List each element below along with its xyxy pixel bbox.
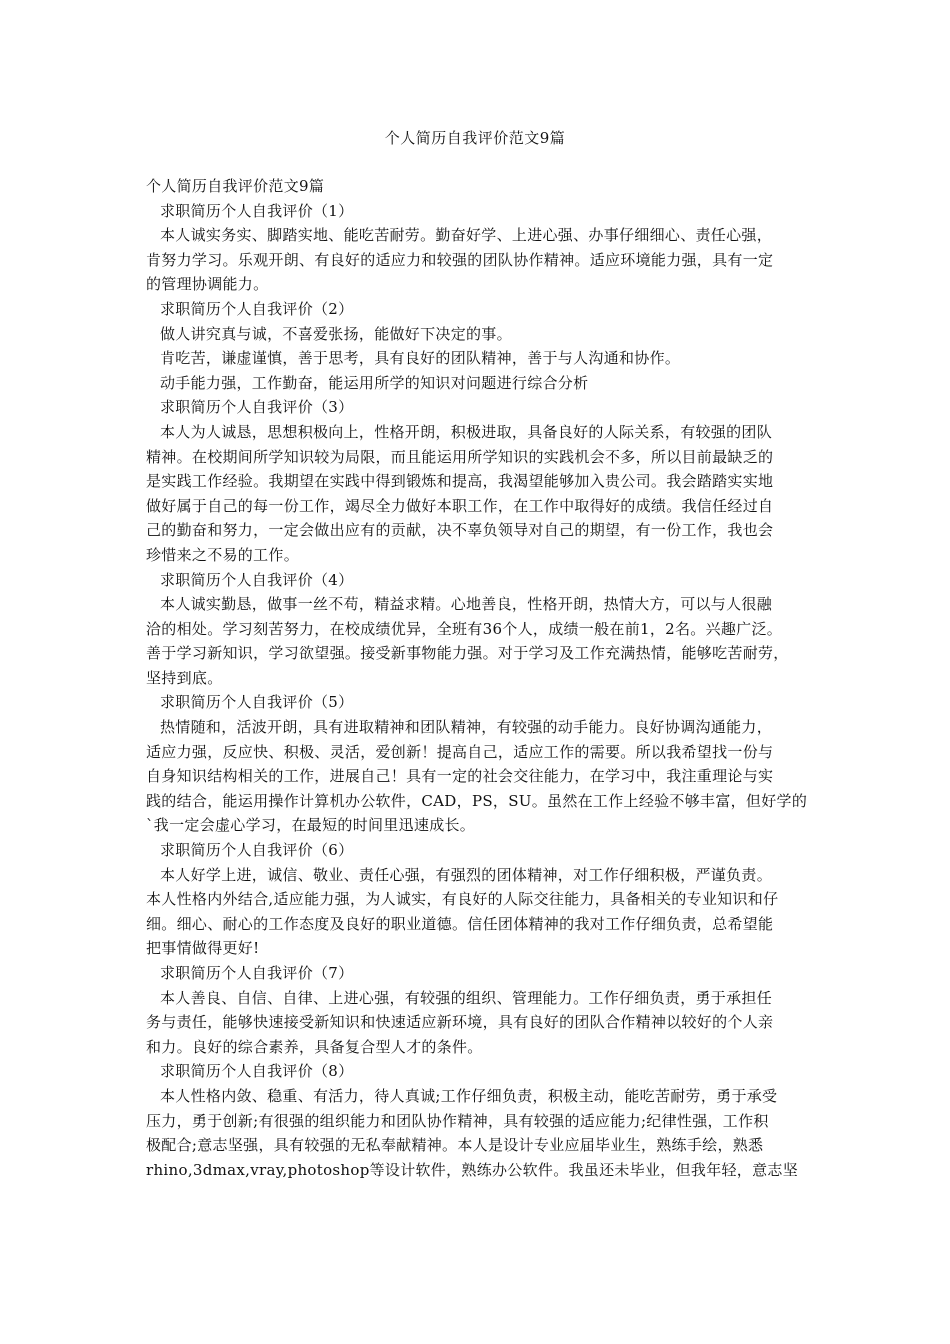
body-line: 极配合;意志坚强，具有较强的无私奉献精神。本人是设计专业应届毕业生，熟练手绘，熟悉: [146, 1136, 764, 1155]
body-line: 本人善良、自信、自律、上进心强，有较强的组织、管理能力。工作仔细负责，勇于承担任: [160, 988, 773, 1007]
body-line: 本人性格内外结合,适应能力强，为人诚实，有良好的人际交往能力，具备相关的专业知识和仔: [146, 890, 779, 909]
body-line: 求职简历个人自我评价（3）: [160, 398, 354, 417]
body-line: 的管理协调能力。: [146, 275, 269, 294]
body-line: 本人诚实务实、脚踏实地、能吃苦耐劳。勤奋好学、上进心强、办事仔细细心、责任心强，: [160, 226, 773, 245]
body-line: 善于学习新知识，学习欲望强。接受新事物能力强。对于学习及工作充满热情，能够吃苦耐劳，: [146, 644, 789, 663]
body-line: 本人性格内敛、稳重、有活力，待人真诚;工作仔细负责，积极主动，能吃苦耐劳，勇于承受: [160, 1086, 778, 1105]
body-line: 做人讲究真与诚，不喜爱张扬，能做好下决定的事。: [160, 324, 512, 343]
body-line: 自身知识结构相关的工作，进展自己！具有一定的社会交往能力，在学习中，我注重理论与实: [146, 767, 774, 786]
body-line: 洽的相处。学习刻苦努力，在校成绩优异，全班有36个人，成绩一般在前1，2名。兴趣广泛。: [146, 619, 783, 638]
body-line: 肯努力学习。乐观开朗、有良好的适应力和较强的团队协作精神。适应环境能力强，具有一定: [146, 250, 774, 269]
body-line: 求职简历个人自我评价（4）: [160, 570, 354, 589]
document-body: [146, 174, 808, 1182]
body-line: 肯吃苦，谦虚谨慎，善于思考，具有良好的团队精神，善于与人沟通和协作。: [160, 349, 681, 368]
body-line: 践的结合，能运用操作计算机办公软件，CAD，PS，SU。虽然在工作上经验不够丰富，但好学的: [146, 791, 808, 810]
body-line: 精神。在校期间所学知识较为局限，而且能运用所学知识的实践机会不多，所以目前最缺乏的: [146, 447, 774, 466]
body-line: 求职简历个人自我评价（2）: [160, 299, 354, 318]
body-line: 求职简历个人自我评价（7）: [160, 964, 354, 982]
body-line: rhino,3dmax,vray,photoshop等设计软件，熟练办公软件。我虽还未毕业，但我年轻，意志坚: [146, 1160, 799, 1179]
body-line: 己的勤奋和努力，一定会做出应有的贡献，决不辜负领导对自己的期望，有一份工作，我也会: [146, 521, 774, 540]
body-line: 求职简历个人自我评价（6）: [160, 841, 354, 860]
page-title: 个人简历自我评价范文9篇: [384, 129, 566, 147]
body-line: 是实践工作经验。我期望在实践中得到锻炼和提高，我渴望能够加入贵公司。我会踏踏实实地: [146, 472, 774, 491]
body-line: `我一定会虚心学习，在最短的时间里迅速成长。: [146, 816, 476, 835]
body-line: 求职简历个人自我评价（5）: [160, 693, 354, 712]
body-line: 本人诚实勤恳，做事一丝不苟，精益求精。心地善良，性格开朗，热情大方，可以与人很融: [160, 595, 773, 614]
body-line: 热情随和，活波开朗，具有进取精神和团队精神，有较强的动手能力。良好协调沟通能力，: [160, 718, 773, 737]
body-line: 细。细心、耐心的工作态度及良好的职业道德。信任团体精神的我对工作仔细负责，总希望能: [146, 914, 774, 933]
body-line: 本人好学上进，诚信、敬业、责任心强，有强烈的团体精神，对工作仔细积极，严谨负责。: [160, 865, 773, 884]
body-line: 珍惜来之不易的工作。: [146, 545, 300, 564]
body-line: 求职简历个人自我评价（8）: [160, 1062, 354, 1081]
body-line: 求职简历个人自我评价（1）: [160, 201, 354, 220]
body-line: 适应力强，反应快、积极、灵活，爱创新！提高自己，适应工作的需要。所以我希望找一份与: [146, 742, 774, 761]
body-line: 个人简历自我评价范文9篇: [146, 177, 325, 195]
body-line: 本人为人诚恳，思想积极向上，性格开朗，积极进取，具备良好的人际关系，有较强的团队: [160, 422, 773, 441]
body-line: 把事情做得更好!: [146, 939, 260, 958]
body-line: 和力。良好的综合素养，具备复合型人才的条件。: [146, 1037, 483, 1056]
body-line: 压力，勇于创新;有很强的组织能力和团队协作精神，具有较强的适应能力;纪律性强，工作积: [146, 1111, 769, 1130]
body-line: 务与责任，能够快速接受新知识和快速适应新环境，具有良好的团队合作精神以较好的个人亲: [146, 1013, 774, 1032]
body-line: 动手能力强，工作勤奋，能运用所学的知识对问题进行综合分析: [160, 373, 589, 392]
body-line: 做好属于自己的每一份工作，竭尽全力做好本职工作，在工作中取得好的成绩。我信任经过自: [146, 496, 774, 515]
body-line: 坚持到底。: [146, 668, 223, 687]
